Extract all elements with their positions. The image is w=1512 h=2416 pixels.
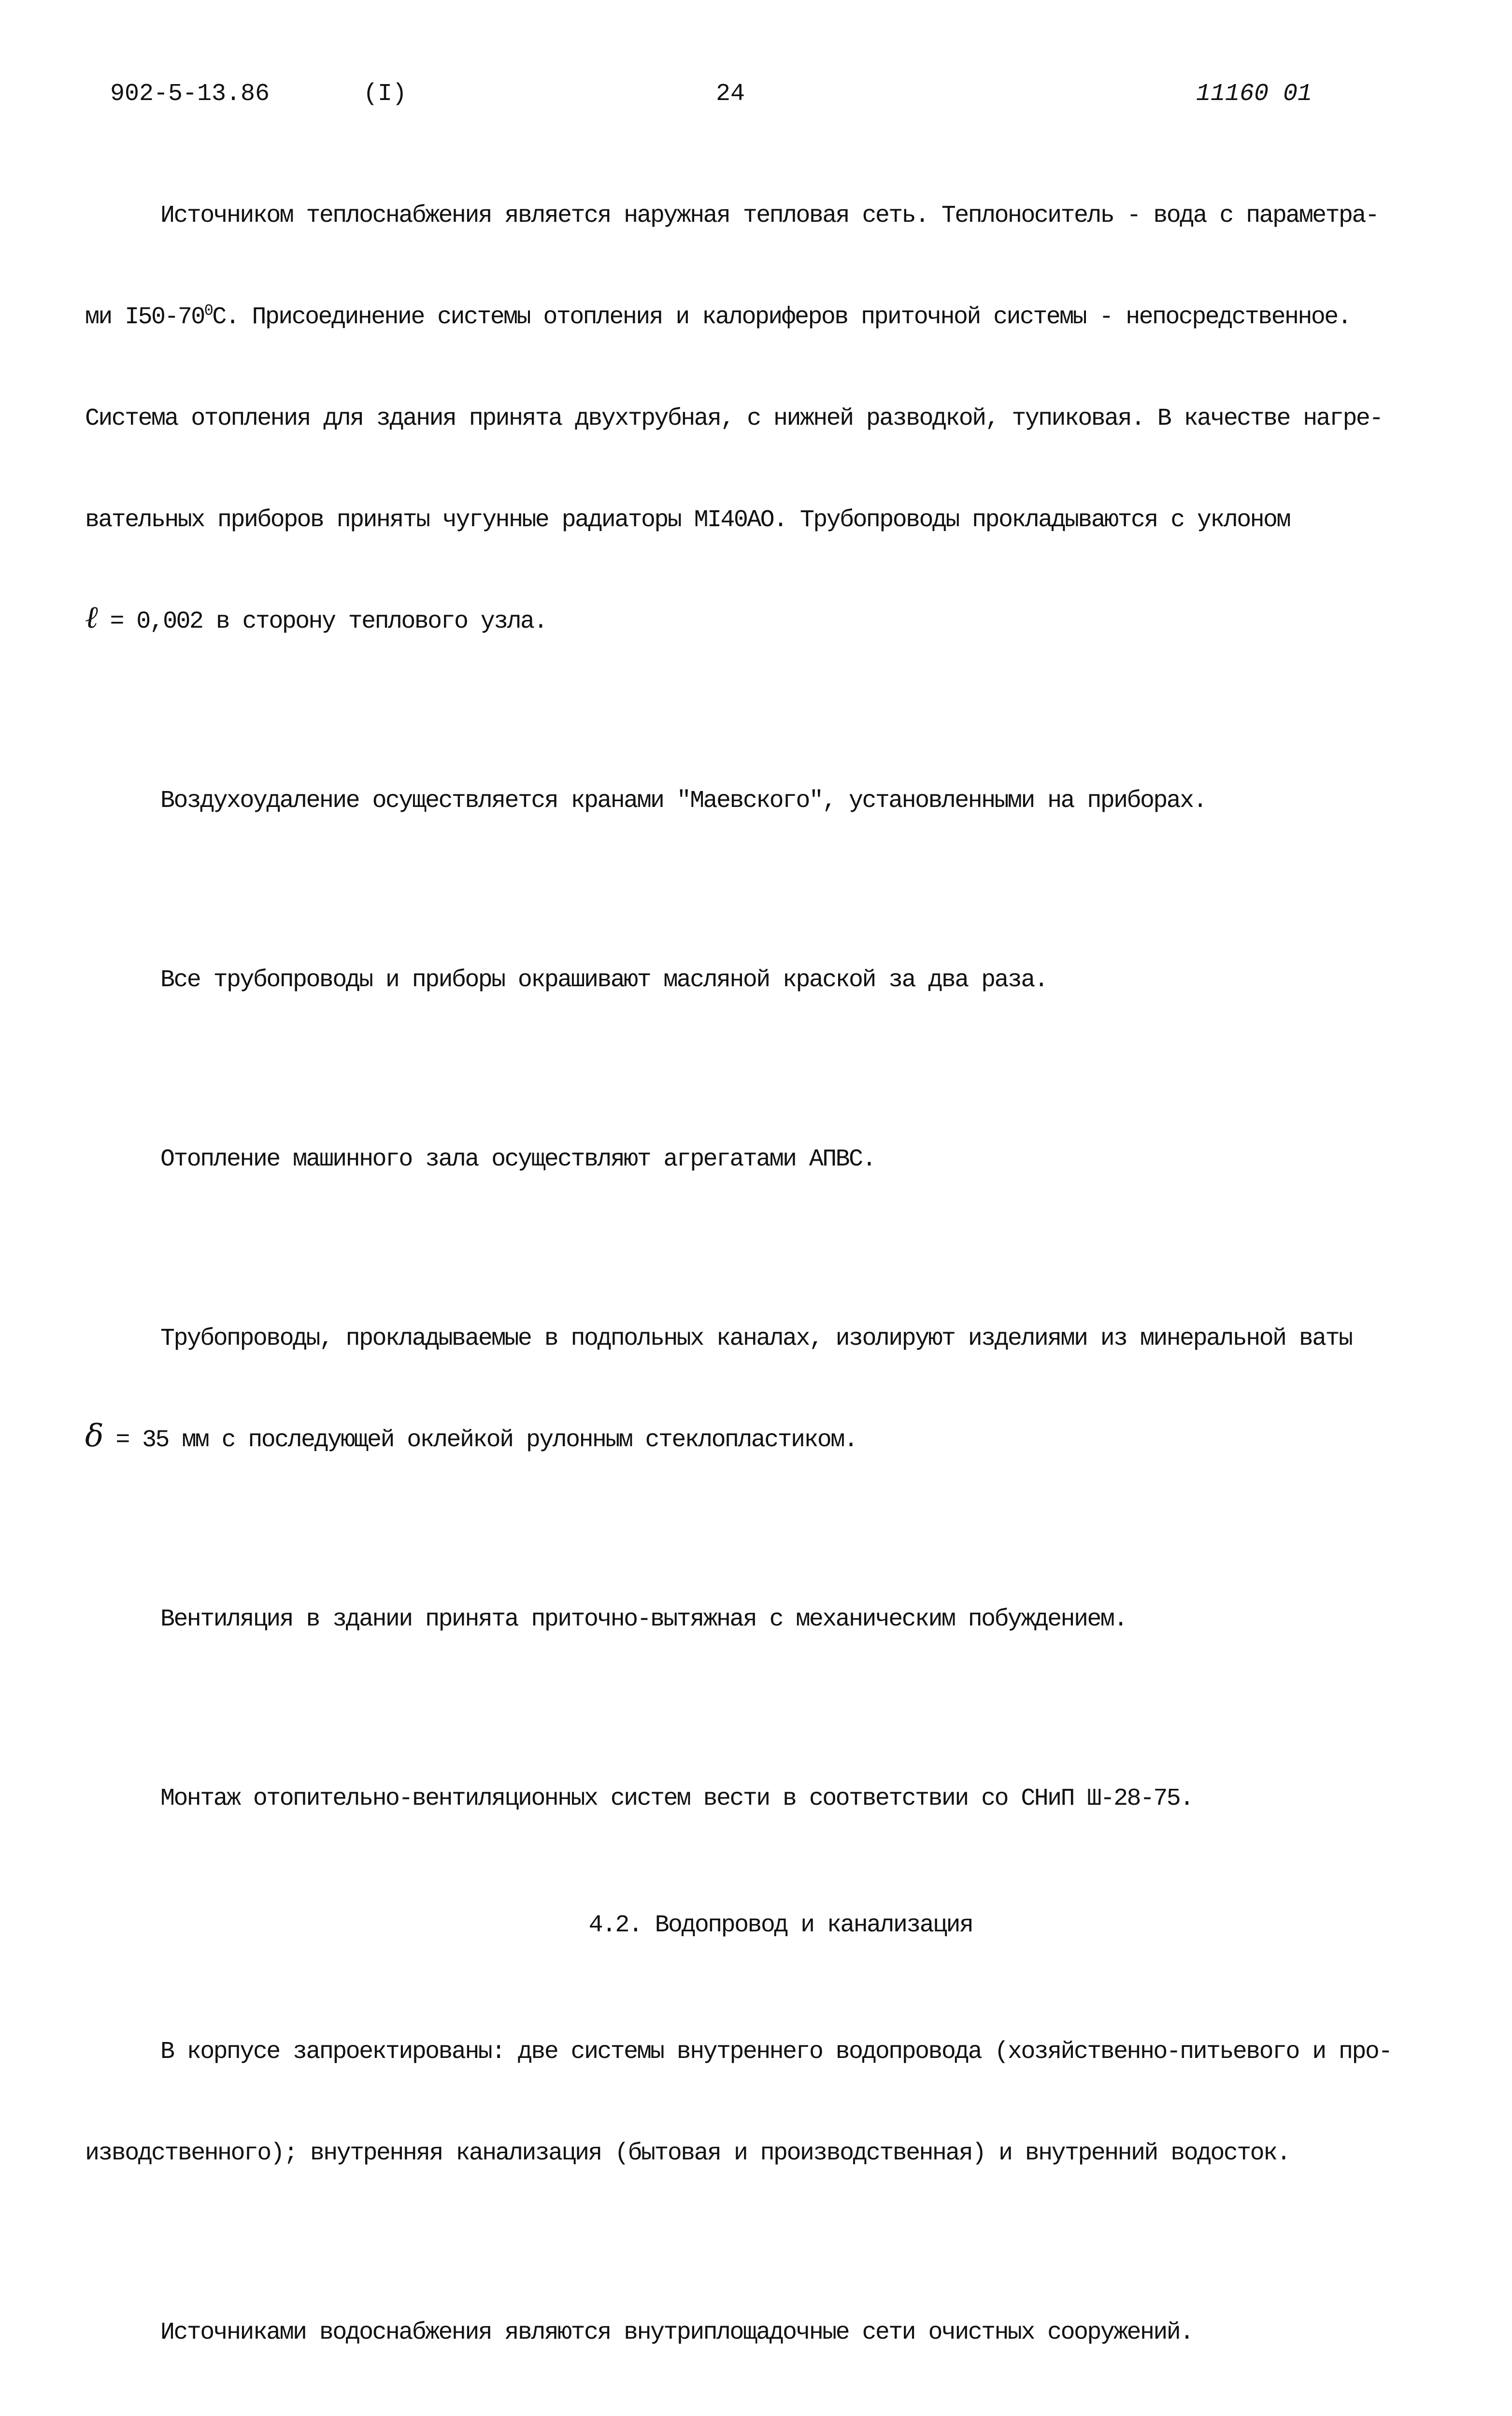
inventory-number: 11160 01 xyxy=(1196,80,1312,108)
text-line xyxy=(85,600,1418,639)
text-line xyxy=(85,1418,1418,1457)
heating-paragraph-insulation xyxy=(85,1254,1418,1525)
text-line: Вентиляция в здании принята приточно-вытяжная с механическим побуждением. xyxy=(160,1606,1127,1633)
text-line: Отопление машинного зала осуществляют агрегатами АПВС. xyxy=(160,1146,875,1173)
slope-symbol: ℓ xyxy=(85,600,97,635)
heating-paragraph-ventilation xyxy=(85,1535,1418,1704)
thickness-symbol: δ xyxy=(85,1418,102,1454)
heating-paragraph-air-removal xyxy=(85,717,1418,886)
section-heading: 4.2. Водопровод и канализация xyxy=(588,1912,973,1939)
page-number: 24 xyxy=(716,80,745,108)
sheet-mark: (I) xyxy=(363,80,407,108)
text-line: В корпусе запроектированы: две системы внутреннего водопровода (хозяйственно-питьевого и про- xyxy=(160,2038,1392,2066)
heating-paragraph-installation xyxy=(85,1714,1418,1884)
text-fragment: = 0,002 в сторону теплового узла. xyxy=(97,608,547,635)
text-fragment: = 35 мм с последующей оклейкой рулонным стеклопластиком. xyxy=(102,1426,857,1454)
text-line: Система отопления для здания принята двухтрубная, с нижней разводкой, тупиковая. В качестве нагре- xyxy=(85,405,1383,432)
text-line: Трубопроводы, прокладываемые в подпольных каналах, изолируют изделиями из минеральной ваты xyxy=(160,1325,1352,1352)
text-line: Воздухоудаление осуществляется кранами "Маевского", установленными на приборах. xyxy=(160,787,1206,815)
water-paragraph-sources xyxy=(85,2248,1418,2416)
text-line: Источниками водоснабжения являются внутриплощадочные сети очистных сооружений. xyxy=(160,2319,1193,2346)
text-line: Источником теплоснабжения является наружная тепловая сеть. Теплоноситель - вода с параметра- xyxy=(160,202,1379,230)
text-line: Все трубопроводы и приборы окрашивают масляной краской за два раза. xyxy=(160,966,1048,994)
water-paragraph-systems xyxy=(85,1968,1418,2238)
heating-paragraph-machine-hall xyxy=(85,1075,1418,1244)
text-line: Монтаж отопительно-вентиляционных систем вести в соответствии со СНиП Ш-28-75. xyxy=(160,1785,1193,1812)
heating-paragraph-painting xyxy=(85,896,1418,1065)
text-fragment: С. Присоединение системы отопления и калориферов приточной системы - непосредственное. xyxy=(212,303,1351,331)
body-text xyxy=(85,131,1418,2416)
heating-paragraph-source xyxy=(85,131,1418,706)
document-code: 902-5-13.86 xyxy=(110,80,270,108)
text-line: изводственного); внутренняя канализация (бытовая и производственная) и внутренний водосток. xyxy=(85,2140,1290,2167)
text-line: вательных приборов приняты чугунные радиаторы МI40АО. Трубопроводы прокладываются с уклоном xyxy=(85,506,1290,534)
text-line xyxy=(85,301,1418,334)
degree-superscript: 0 xyxy=(204,302,213,320)
text-fragment: ми I50-70 xyxy=(85,303,204,331)
